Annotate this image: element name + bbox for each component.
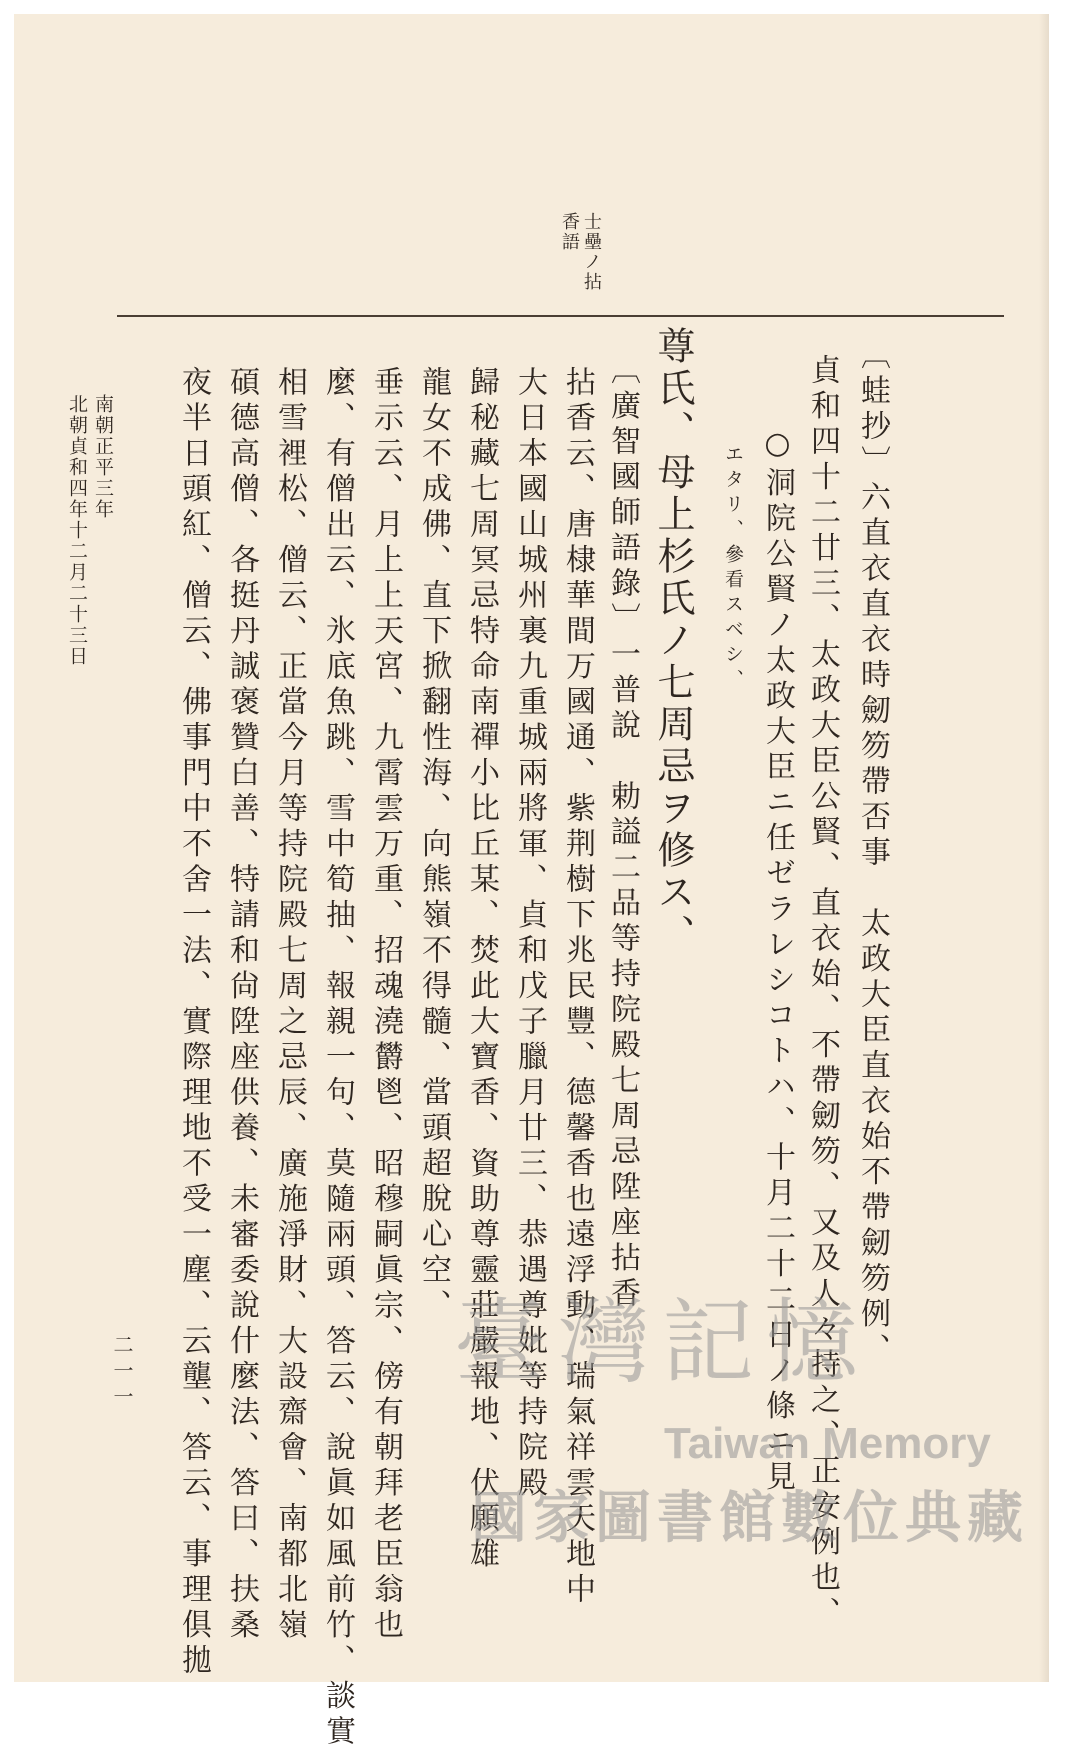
watermark-english: Taiwan Memory bbox=[664, 1419, 991, 1468]
date-line-1: 南朝正平三年 bbox=[92, 394, 114, 520]
header-line-2: 香語 bbox=[559, 212, 580, 252]
document-page: 士壘ノ拈 香語 〔蛙抄〕六直衣直衣時劒笏帶否事 太政大臣直衣始不帶劒笏例、 貞和四十二廿三、太政大臣公賢、直衣始、不帶劒笏、又及人々持之、正安例也、 ○洞院公賢ノ太政大臣ニ任ゼラレシコトハ、十月二十二日ノ條ニ見 エタリ、參看スベシ、 尊氏、母上杉氏ノ七周忌ヲ修ス、 〔廣智國師語錄〕一普說 勅謚二品等持院殿七周忌陞座拈香 拈香云、唐棣華間万國通、紫荆樹下兆民豐、德馨香也遠浮動、瑞氣祥雲天地中 大日本國山城州裏九重城兩將軍、貞和戊子臘月廿三、恭遇尊妣等持院殿 歸秘藏七周冥忌特命南禪小比丘某、焚此大寶香、資助尊靈莊嚴報地、伏願雄 龍女不成佛、直下掀翻性海、向熊嶺不得髓、當頭超脫心空、 垂示云、月上上天宮、九霄雲万重、招魂澆欝鬯、昭穆嗣眞宗、傍有朝拜老臣翁也 麼、有僧出云、氷底魚跳、雪中筍抽、報親一句、莫隨兩頭、答云、說眞如風前竹、談實 相雪裡松、僧云、正當今月等持院殿七周之忌辰、廣施淨財、大設齋會、南都北嶺 碩德高僧、各挺丹誠褒贊白善、特請和尙陞座供養、未審委說什麼法、答曰、扶桑 夜半日頭紅、僧云、佛事門中不舍一法、實際理地不受一塵、云壟、答云、事理俱拋 南朝正平三年 北朝貞和四年十二月二十三日 二一一 臺灣記憶 Taiwan Memory 國家圖書館數位典藏 bbox=[14, 14, 1049, 1682]
watermark-hanzi: 臺灣記憶 bbox=[454, 1289, 871, 1396]
header-line-1: 士壘ノ拈 bbox=[581, 212, 602, 292]
header-rule bbox=[117, 315, 1004, 317]
page-edge bbox=[1039, 14, 1049, 1682]
date-line-2: 北朝貞和四年十二月二十三日 bbox=[66, 394, 88, 667]
page-number: 二一一 bbox=[110, 1334, 134, 1412]
watermark-chinese: 國家圖書館數位典藏 bbox=[471, 1486, 1029, 1551]
